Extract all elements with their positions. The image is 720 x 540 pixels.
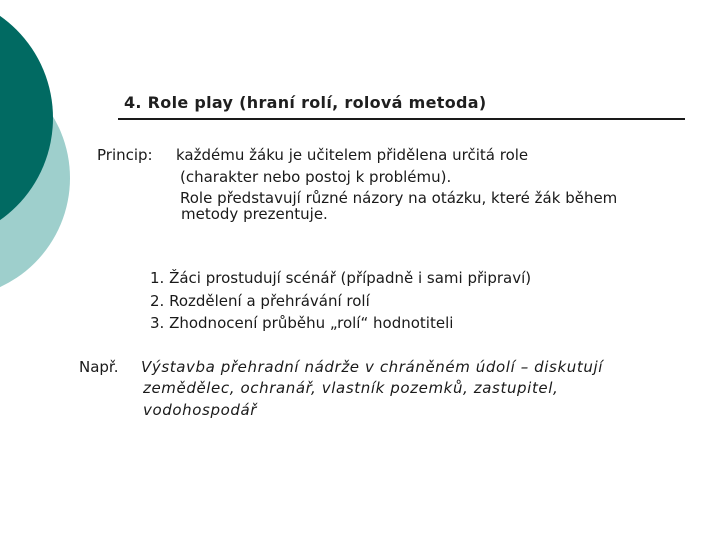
title-underline: [118, 118, 685, 120]
step-item-2: 2. Rozdělení a přehrávání rolí: [150, 292, 370, 310]
example-line-2: zemědělec, ochranář, vlastník pozemků, zastupitel,: [143, 379, 559, 397]
principle-line-3: Role představují různé názory na otázku, které žák během: [180, 189, 618, 207]
principle-label: Princip:: [97, 146, 153, 164]
principle-line-2: (charakter nebo postoj k problému).: [180, 168, 452, 186]
step-item-3: 3. Zhodnocení průběhu „rolí“ hodnotiteli: [150, 314, 454, 332]
slide-title: 4. Role play (hraní rolí, rolová metoda): [124, 93, 487, 112]
principle-line-4: metody prezentuje.: [181, 205, 328, 223]
principle-line-1: každému žáku je učitelem přidělena určitá role: [176, 146, 529, 164]
example-line-3: vodohospodář: [143, 401, 258, 419]
example-line-1: Výstavba přehradní nádrže v chráněném údolí – diskutují: [141, 358, 603, 376]
example-label: Např.: [79, 358, 119, 376]
step-item-1: 1. Žáci prostudují scénář (případně i sami připraví): [150, 269, 532, 287]
